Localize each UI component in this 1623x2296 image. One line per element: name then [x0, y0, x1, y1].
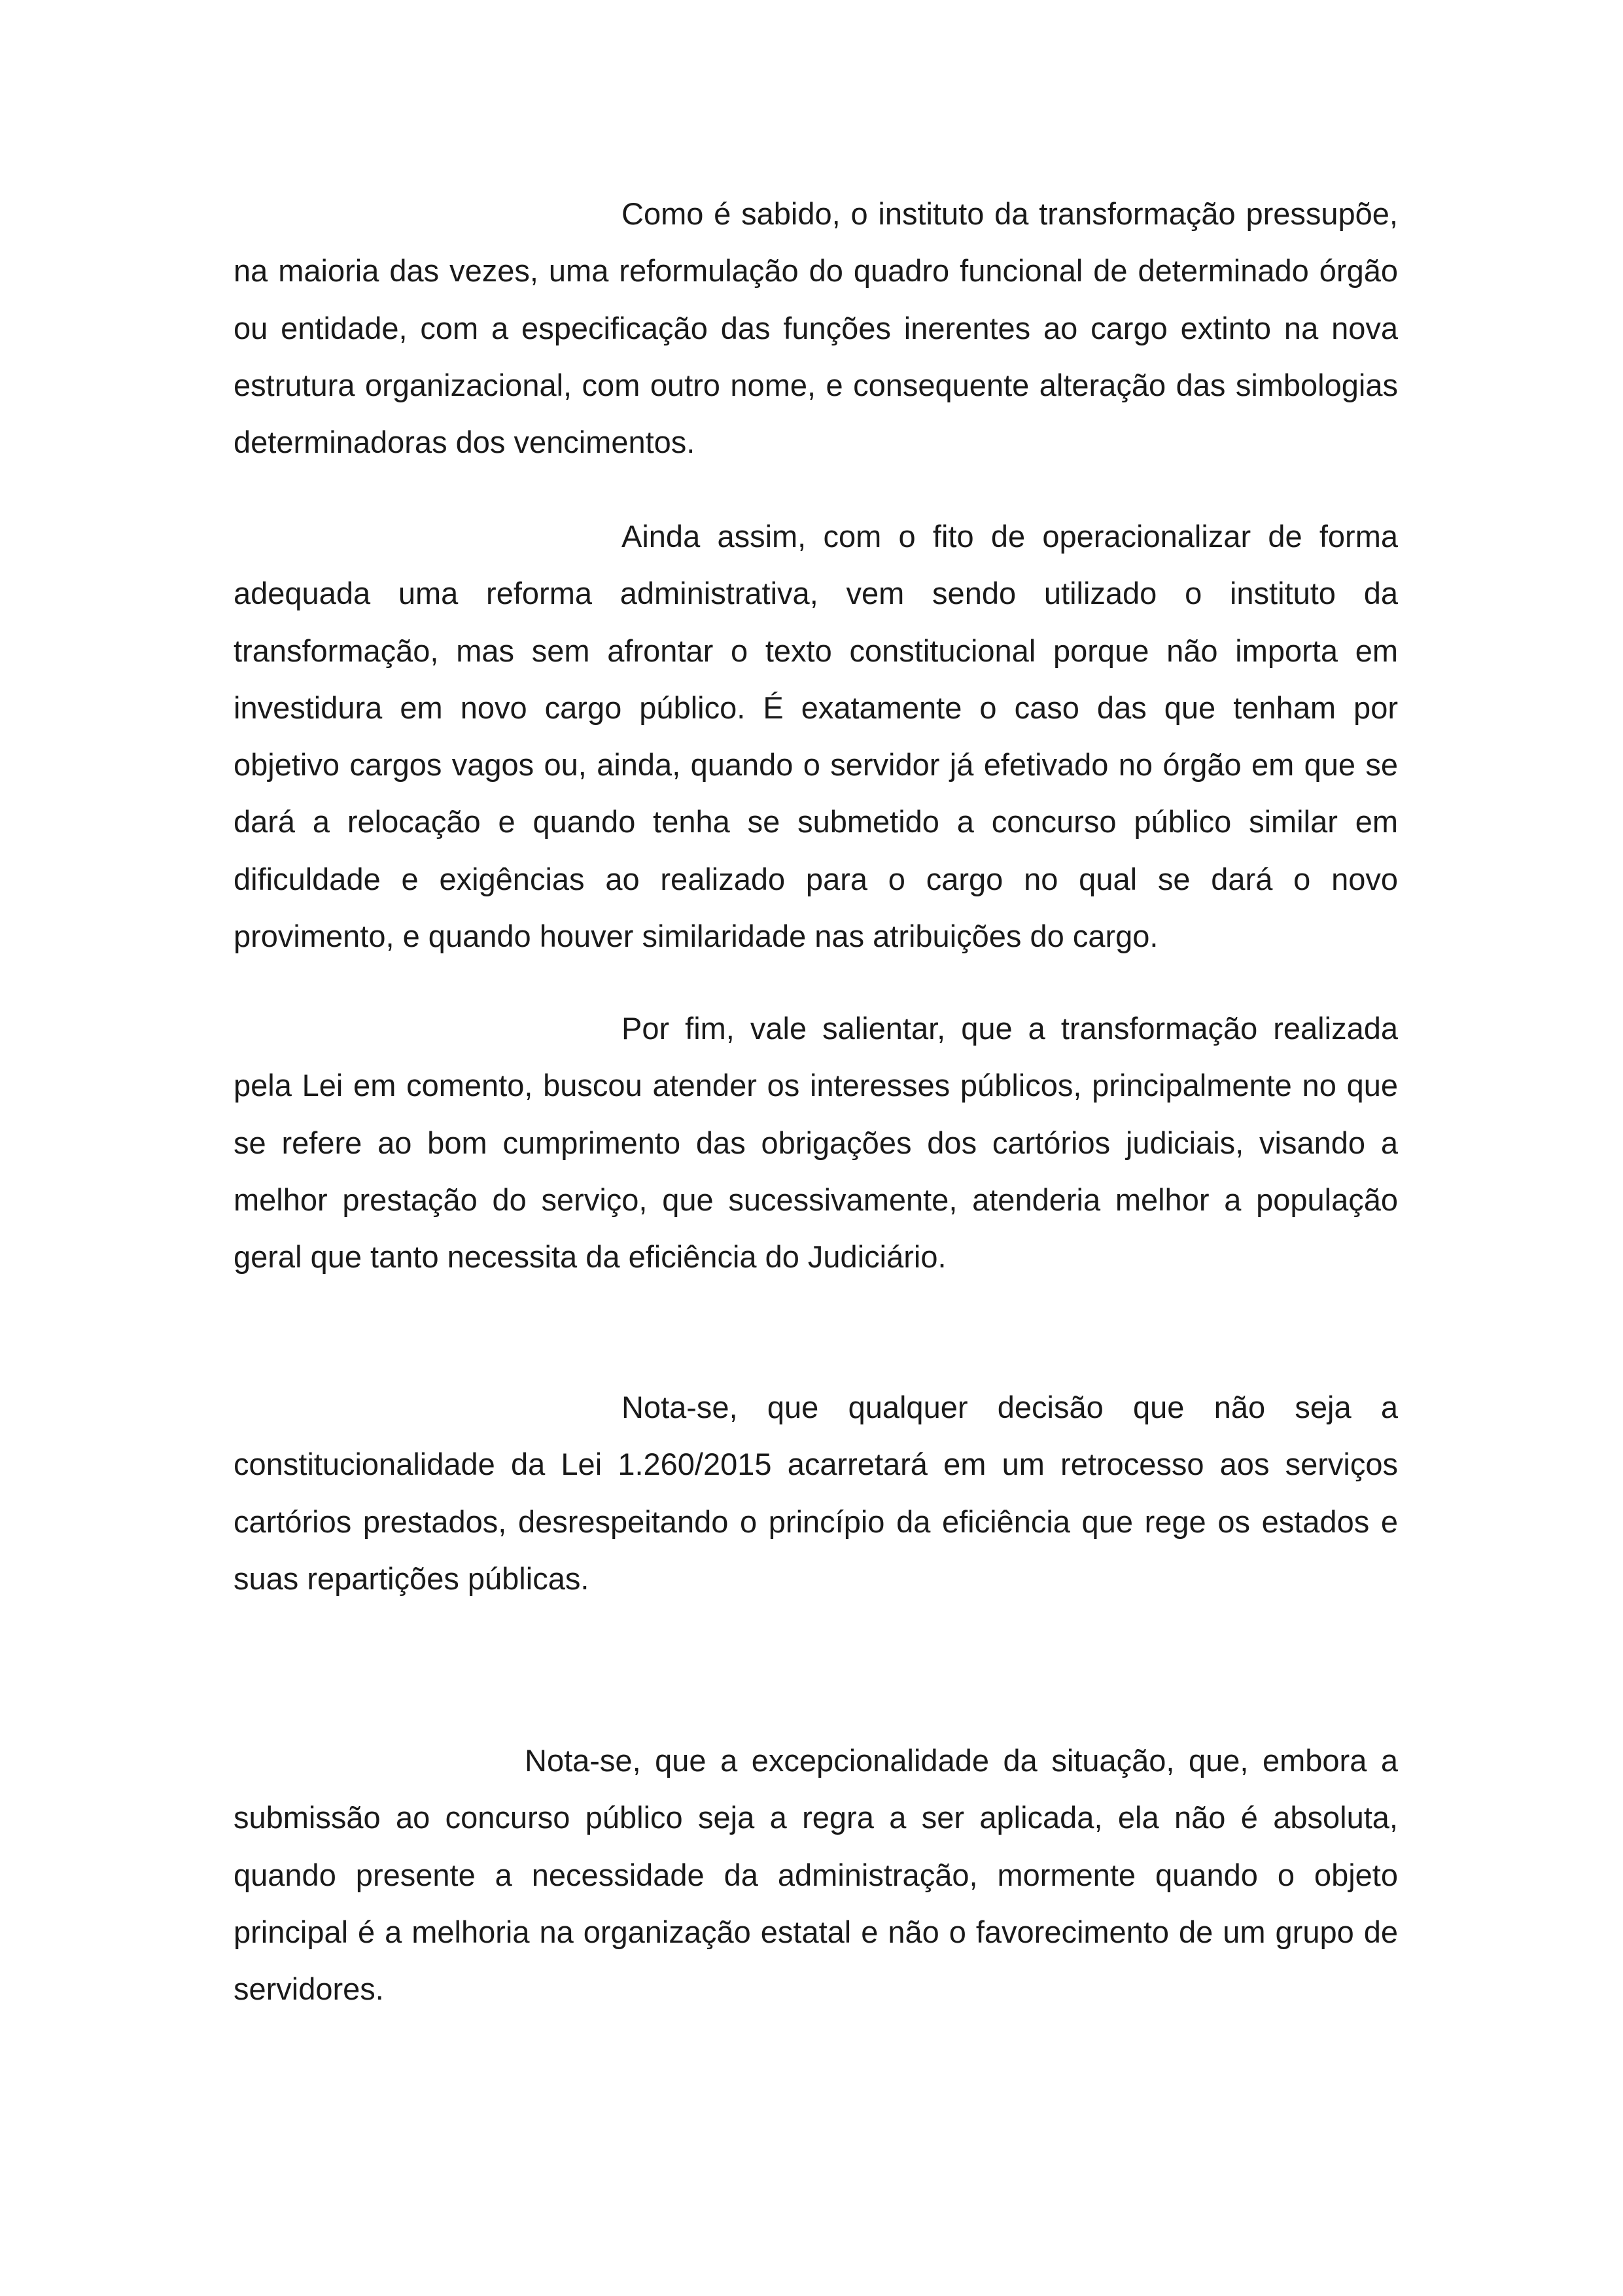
paragraph-excepcionalidade: Nota-se, que a excepcionalidade da situação, que, embora a submissão ao concurso público seja a regra a ser aplicada, ela não é absoluta, quando presente a necessidade da administração, mormente quando o objeto principal é a melhoria na organização estatal e não o favorecimento de um grupo de servidores. — [234, 1743, 1398, 2007]
paragraph-interesses-publicos: Por fim, vale salientar, que a transformação realizada pela Lei em comento, buscou atender os interesses públicos, principalmente no que se refere ao bom cumprimento das obrigações dos cartórios judiciais, visando a melhor prestação do serviço, que sucessivamente, atenderia melhor a população geral que tanto necessita da eficiência do Judiciário. — [234, 1011, 1398, 1275]
paragraph-transformacao: Como é sabido, o instituto da transformação pressupõe, na maioria das vezes, uma reformulação do quadro funcional de determinado órgão ou entidade, com a especificação das funções inerentes ao cargo extinto na nova estrutura organizacional, com outro nome, e consequente alteração das simbologias determinadoras dos vencimentos. — [234, 196, 1398, 460]
paragraph-constitucionalidade: Nota-se, que qualquer decisão que não seja a constitucionalidade da Lei 1.260/2015 acarretará em um retrocesso aos serviços cartórios prestados, desrespeitando o princípio da eficiência que rege os estados e suas repartições públicas. — [234, 1390, 1398, 1596]
paragraph-reforma-administrativa: Ainda assim, com o fito de operacionalizar de forma adequada uma reforma administrativa, vem sendo utilizado o instituto da transformação, mas sem afrontar o texto constitucional porque não importa em investidura em novo cargo público. É exatamente o caso das que tenham por objetivo cargos vagos ou, ainda, quando o servidor já efetivado no órgão em que se dará a relocação e quando tenha se submetido a concurso público similar em dificuldade e exigências ao realizado para o cargo no qual se dará o novo provimento, e quando houver similaridade nas atribuições do cargo. — [234, 519, 1398, 954]
